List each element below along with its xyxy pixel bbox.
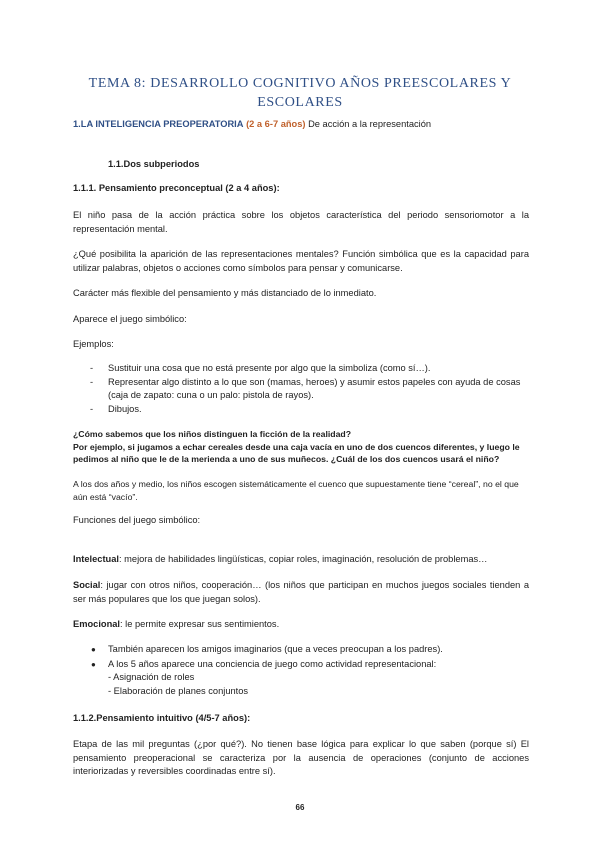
fiction-answer: A los dos años y medio, los niños escogen sistemáticamente el cuenco que supuestamente tiene “cereal”, no el que aún está “vacío”. — [73, 479, 519, 502]
subsection-heading-1-1: 1.1.Dos subperiodos — [108, 159, 200, 169]
dash-marker: - — [90, 403, 94, 414]
bullet-marker: ● — [91, 645, 96, 654]
bullet-marker: ● — [91, 659, 96, 669]
sub-item-roles: - Asignación de roles — [108, 672, 195, 682]
list-item: - Representar algo distinto a lo que son (mamas, heroes) y asumir estos papeles con ayuda de cosas (caja de zapato: cuna o un palo: pistola de rayos). — [90, 376, 521, 400]
play-bullets — [90, 643, 526, 699]
dash-marker: - — [90, 376, 94, 387]
subsection-heading-1-1-1: 1.1.1. Pensamiento preconceptual (2 a 4 años): — [73, 183, 280, 193]
page-number: 66 — [295, 803, 305, 812]
paragraph-symbolic-play: Aparece el juego simbólico: — [73, 314, 187, 324]
function-social: Social: jugar con otros niños, cooperación… (los niños que participan en muchos juegos sociales tienden a ser más populares que los que juegan solos). — [73, 580, 529, 604]
examples-label: Ejemplos: — [73, 339, 114, 349]
paragraph-symbolic-function: ¿Qué posibilita la aparición de las representaciones mentales? Función simbólica que es la capacidad para utilizar palabras, objetos o acciones como símbolos para pensar y comunicarse. — [73, 249, 529, 273]
section-subtitle: De acción a la representación — [305, 119, 432, 129]
list-item: - Sustituir una cosa que no está presente por algo que la simboliza (como sí…). — [90, 362, 526, 376]
functions-title: Funciones del juego simbólico: — [73, 515, 201, 525]
examples-list — [90, 362, 526, 416]
section-heading-1 — [73, 118, 529, 132]
list-item: ● También aparecen los amigos imaginarios (que a veces preocupan a los padres). — [90, 643, 526, 657]
sub-item-plans: - Elaboración de planes conjuntos — [108, 685, 249, 696]
fiction-question: ¿Cómo sabemos que los niños distinguen la ficción de la realidad? Por ejemplo, si jugamos a echar cereales desde una caja vacía en uno de dos cuencos diferentes, y luego le pedimos al niño que le de la merienda a uno de sus muñecos. ¿Cuál de los dos cuencos usará el niño? — [73, 429, 520, 464]
list-item: - Dibujos. — [90, 403, 526, 417]
subsection-heading-1-1-2: 1.1.2.Pensamiento intuitivo (4/5-7 años): — [73, 713, 251, 723]
section-title: LA INTELIGENCIA PREOPERATORIA — [80, 119, 244, 129]
dash-marker: - — [90, 363, 94, 373]
paragraph-representation: El niño pasa de la acción práctica sobre los objetos característica del periodo sensoriomotor a la representación mental. — [73, 210, 529, 234]
function-emotional: Emocional: le permite expresar sus sentimientos. — [73, 619, 280, 629]
section-number: 1. — [73, 119, 81, 129]
list-item: ● A los 5 años aparece una conciencia de juego como actividad representacional: - Asignación de roles - Elaboración de planes conjuntos — [90, 658, 526, 699]
function-intellectual: Intelectual: mejora de habilidades lingüísticas, copiar roles, imaginación, resolución de problemas… — [73, 554, 488, 564]
page-title: TEMA 8: DESARROLLO COGNITIVO AÑOS PREESCOLARES Y ESCOLARES — [88, 76, 512, 110]
paragraph-flexible-thought: Carácter más flexible del pensamiento y más distanciado de lo inmediato. — [73, 288, 377, 298]
section-age-range: (2 a 6-7 años) — [246, 119, 306, 129]
paragraph-intuitive-thought: Etapa de las mil preguntas (¿por qué?). No tienen base lógica para explicar lo que saben (porque sí) El pensamiento preoperacional se caracteriza por la ausencia de operaciones (conjunto de acciones interiorizadas y reversibles coordinadas entre sí). — [73, 739, 529, 776]
